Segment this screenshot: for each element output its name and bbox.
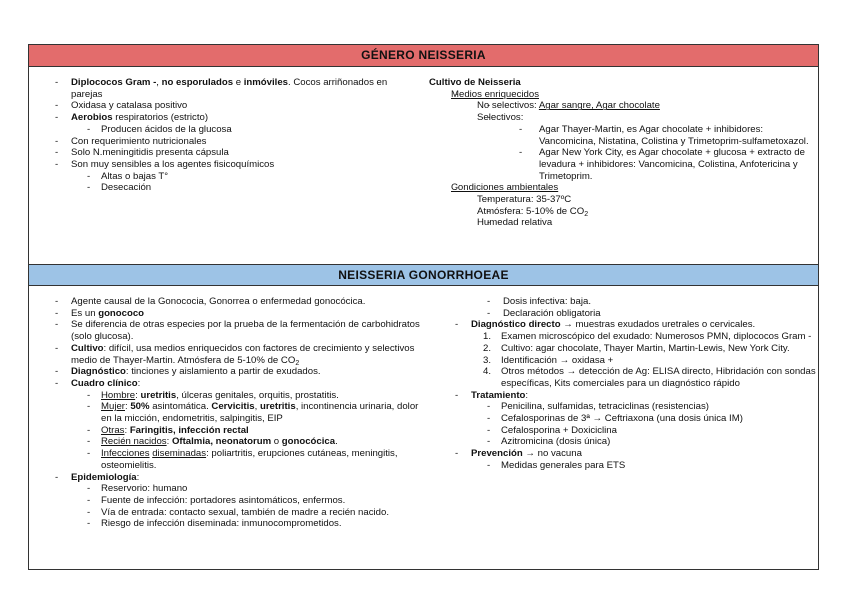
list-item: - Altas o bajas T° bbox=[29, 171, 421, 183]
list-item: - Otras: Faringitis, infección rectal bbox=[29, 425, 421, 437]
list-item: - Con requerimiento nutricionales bbox=[29, 136, 421, 148]
list-item: - Temperatura: 35-37ºC bbox=[429, 194, 817, 206]
gonorrhoeae-left-column bbox=[29, 296, 421, 530]
list-item: - Producen ácidos de la glucosa bbox=[29, 124, 421, 136]
list-item: - Oxidasa y catalasa positivo bbox=[29, 100, 421, 112]
list-item: - Se diferencia de otras especies por la prueba de la fermentación de carbohidratos (solo glucosa). bbox=[29, 319, 421, 342]
list-item: - Epidemiología: bbox=[29, 472, 421, 484]
list-item: - Solo N.meningitidis presenta cápsula bbox=[29, 147, 421, 159]
cultivo-neisseria-column bbox=[429, 77, 817, 229]
document-page bbox=[28, 44, 819, 570]
cultivo-title: Cultivo de Neisseria bbox=[429, 77, 521, 88]
list-item: - Infecciones diseminadas: poliartritis, erupciones cutáneas, meningitis, osteomielitis. bbox=[29, 448, 421, 471]
list-item: - Cultivo: difícil, usa medios enriquecidos con factores de crecimiento y selectivos medio de Thayer-Martin. Atmósfera de 5-10% de $CO_2$ bbox=[29, 343, 421, 366]
list-item: - Vía de entrada: contacto sexual, también de madre a recién nacido. bbox=[29, 507, 421, 519]
list-item: - Tratamiento: bbox=[429, 390, 817, 402]
list-item: - Agar New York City, es Agar chocolate + glucosa + extracto de levadura + inhibidores: Vancomicina, Colistina, Anfotericina y Trimetoprim. bbox=[429, 147, 817, 182]
list-item: - Diagnóstico directo → muestras exudados uretrales o cervicales. bbox=[429, 319, 817, 331]
list-item: - Hombre: uretritis, úlceras genitales, orquitis, prostatitis. bbox=[29, 390, 421, 402]
list-item: - Recién nacidos: Oftalmia, neonatorum o gonocócica. bbox=[29, 436, 421, 448]
list-item: 3. Identificación → oxidasa + bbox=[483, 354, 614, 366]
list-item: - Es un gonococo bbox=[29, 308, 421, 320]
list-item: - Medidas generales para ETS bbox=[429, 460, 817, 472]
list-item: - Reservorio: humano bbox=[29, 483, 421, 495]
list-item: - Agente causal de la Gonococia, Gonorrea o enfermedad gonocócica. bbox=[29, 296, 421, 308]
list-item: - Humedad relativa bbox=[429, 217, 817, 229]
list-item: - Declaración obligatoria bbox=[429, 308, 817, 320]
list-item: - Desecación bbox=[29, 182, 421, 194]
list-item: 4. Otros métodos → detección de Ag: ELISA directo, Hibridación con sondas específicas, Kits comerciales para un diagnóstico rápido bbox=[483, 366, 816, 389]
list-item: - Son muy sensibles a los agentes fisicoquímicos bbox=[29, 159, 421, 171]
gonorrhoeae-right-column bbox=[429, 296, 817, 472]
list-item: - Cefalosporinas de 3ª → Ceftriaxona (una dosis única IM) bbox=[429, 413, 817, 425]
section-header-neisseria-gonorrhoeae: NEISSERIA GONORRHOEAE bbox=[29, 264, 818, 286]
list-item: - No selectivos: Agar sangre, Agar chocolate bbox=[429, 100, 817, 112]
section-header-genero-neisseria: GÉNERO NEISSERIA bbox=[29, 45, 818, 67]
list-item: - Selectivos: bbox=[429, 112, 817, 124]
list-item: - Condiciones ambientales bbox=[429, 182, 817, 194]
list-item: - Dosis infectiva: baja. bbox=[429, 296, 817, 308]
list-item: - Medios enriquecidos bbox=[429, 89, 817, 101]
list-item: - Cefalosporina + Doxiciclina bbox=[429, 425, 817, 437]
list-item: - Diplococos Gram -, no esporulados e inmóviles. Cocos arriñonados en parejas bbox=[29, 77, 421, 100]
list-item: - Mujer: 50% asintomática. Cervicitis, uretritis, incontinencia urinaria, dolor en la micción, endometritis, salpingitis, EIP bbox=[29, 401, 421, 424]
list-item: - Fuente de infección: portadores asintomáticos, enfermos. bbox=[29, 495, 421, 507]
list-item: 1. Examen microscópico del exudado: Numerosos PMN, diplococos Gram - bbox=[483, 331, 812, 343]
list-item: - Agar Thayer-Martin, es Agar chocolate + inhibidores: Vancomicina, Nistatina, Colistina y Trimetoprim-sulfametoxazol. bbox=[429, 124, 817, 147]
list-item: - Cuadro clínico: bbox=[29, 378, 421, 390]
list-item: - Aerobios respiratorios (estricto) bbox=[29, 112, 421, 124]
list-item: - Atmósfera: 5-10% de $CO_2$ bbox=[429, 206, 817, 218]
list-item: - Prevención → no vacuna bbox=[429, 448, 817, 460]
list-item: - Diagnóstico: tinciones y aislamiento a partir de exudados. bbox=[29, 366, 421, 378]
neisseria-properties-column bbox=[29, 77, 421, 194]
list-item: - Azitromicina (dosis única) bbox=[429, 436, 817, 448]
list-item: 2. Cultivo: agar chocolate, Thayer Martin, Martin-Lewis, New York City. bbox=[483, 342, 790, 354]
list-item: - Riesgo de infección diseminada: inmunocomprometidos. bbox=[29, 518, 421, 530]
list-item: - Penicilina, sulfamidas, tetraciclinas (resistencias) bbox=[429, 401, 817, 413]
